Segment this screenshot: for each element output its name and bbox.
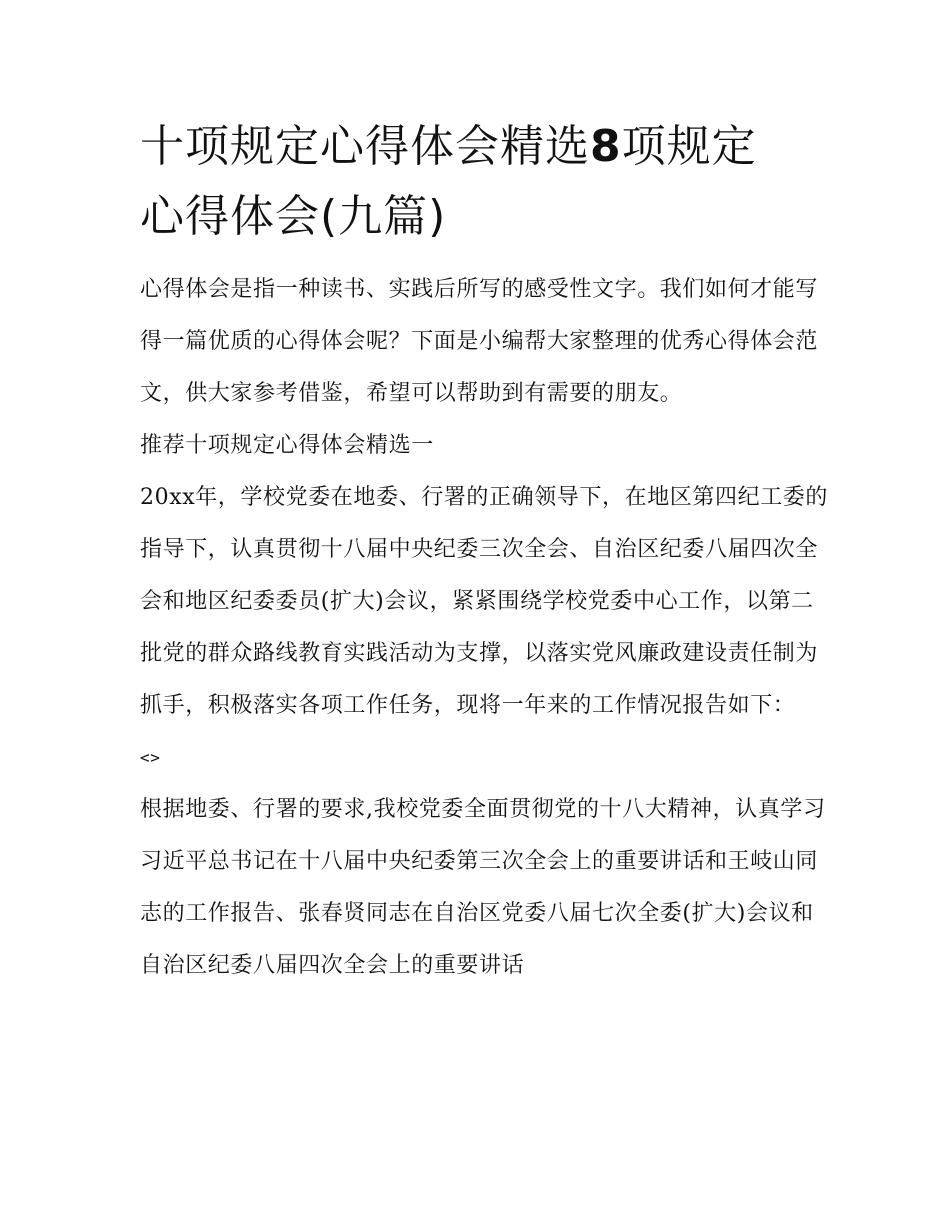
placeholder-text: <>: [140, 748, 161, 767]
body-paragraph-2: 根据地委、行署的要求,我校党委全面贯彻党的十八大精神，认真学习习近平总书记在十八届中央纪委第三次全会上的重要讲话和王岐山同志的工作报告、张春贤同志在自治区党委八届七次全委(扩大)会议和自治区纪委八届四次全会上的重要讲话: [140, 797, 826, 978]
section-heading: 推荐十项规定心得体会精选一: [140, 433, 434, 458]
intro-paragraph: 心得体会是指一种读书、实践后所写的感受性文字。我们如何才能写得一篇优质的心得体会呢？下面是小编帮大家整理的优秀心得体会范文，供大家参考借鉴，希望可以帮助到有需要的朋友。: [140, 277, 819, 406]
title-text-part1: 十项规定心得体会精选: [140, 121, 590, 172]
body-paragraph-1: 20xx年，学校党委在地委、行署的正确领导下，在地区第四纪工委的指导下，认真贯彻十八届中央纪委三次全会、自治区纪委八届四次全会和地区纪委委员(扩大)会议，紧紧围绕学校党委中心工作，以第二批党的群众路线教育实践活动为支撑，以落实党风廉政建设责任制为抓手，积极落实各项工作任务，现将一年来的工作情况报告如下：: [140, 485, 829, 718]
document-content: [140, 112, 830, 992]
document-title: [140, 112, 800, 252]
title-number: 8: [590, 121, 622, 172]
title-text-part2: 项规定心得体会(九篇): [140, 121, 757, 242]
